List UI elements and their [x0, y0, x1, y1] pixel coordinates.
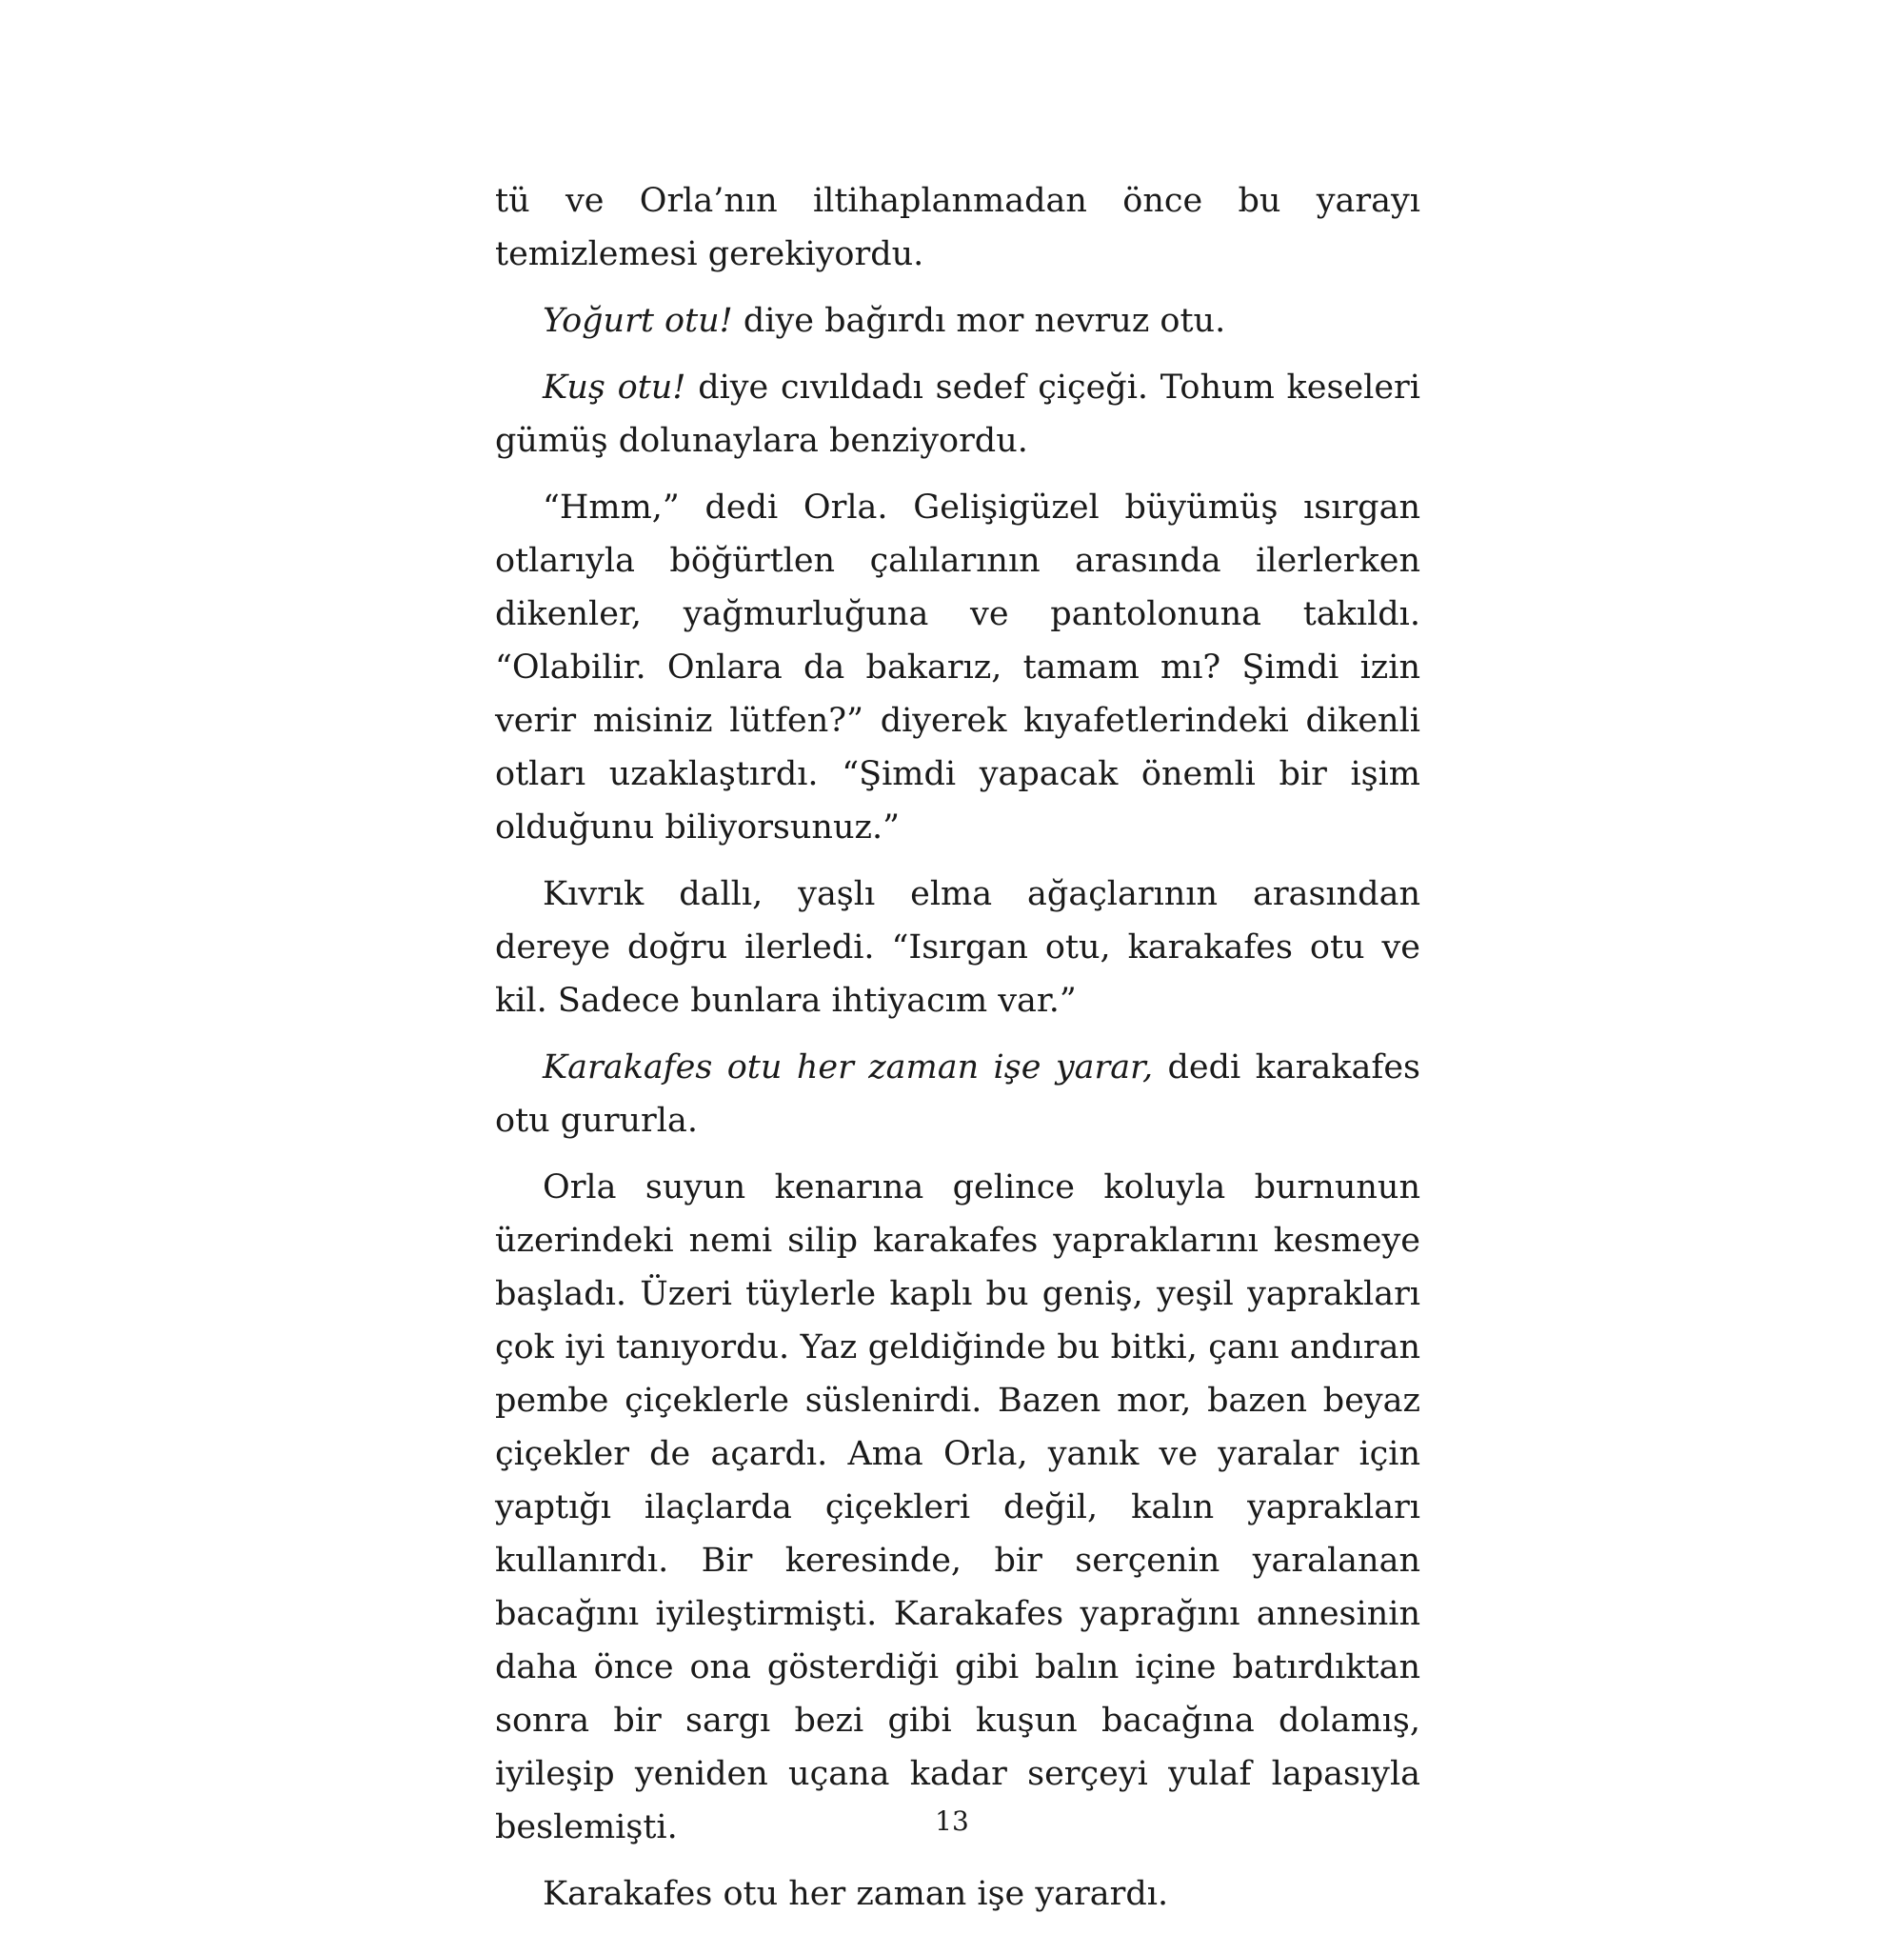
page-number: 13 [935, 1805, 969, 1837]
text-run: dedi karakafes otu gururla. [495, 1048, 1420, 1140]
text-run: Karakafes otu her zaman işe yarardı. [543, 1875, 1169, 1913]
paragraph [495, 1867, 1420, 1921]
paragraph [495, 294, 1420, 348]
paragraph [495, 174, 1420, 281]
text-run: diye bağırdı mor nevruz otu. [732, 302, 1226, 340]
text-run: Kıvrık dallı, yaşlı elma ağaçlarının arasından dereye doğru ilerledi. “Isırgan otu, karakafes otu ve kil. Sadece bunlara ihtiyacım var.” [495, 875, 1420, 1020]
paragraph [495, 867, 1420, 1027]
text-run: tü ve Orla’nın iltihaplanmadan önce bu yarayı temizlemesi gerekiyordu. [495, 182, 1420, 273]
text-run: “Hmm,” dedi Orla. Gelişigüzel büyümüş ısırgan otlarıyla böğürtlen çalılarının arasında ilerlerken dikenler, yağmurluğuna ve pantolonuna takıldı. “Olabilir. Onlara da bakarız, tamam mı? Şimdi izin verir misiniz lütfen?” diyerek kıyafetlerindeki dikenli otları uzaklaştırdı. “Şimdi yapacak önemli bir işim olduğunu biliyorsunuz.” [495, 488, 1420, 847]
italic-run: Yoğurt otu! [543, 302, 733, 340]
paragraph [495, 1161, 1420, 1854]
paragraph [495, 481, 1420, 854]
text-run: diye cıvıldadı sedef çiçeği. Tohum keseleri gümüş dolunaylara benziyordu. [495, 369, 1420, 460]
paragraph [495, 361, 1420, 468]
italic-run: Karakafes otu her zaman işe yarar, [543, 1048, 1154, 1087]
body-text [495, 174, 1420, 1934]
italic-run: Kuş otu! [543, 369, 686, 407]
paragraph [495, 1041, 1420, 1147]
text-run: Orla suyun kenarına gelince koluyla burnunun üzerindeki nemi silip karakafes yapraklarını kesmeye başladı. Üzeri tüylerle kaplı bu geniş, yeşil yaprakları çok iyi tanıyordu. Yaz geldiğinde bu bitki, çanı andıran pembe çiçeklerle süslenirdi. Bazen mor, bazen beyaz çiçekler de açardı. Ama Orla, yanık ve yaralar için yaptığı ilaçlarda çiçekleri değil, kalın yaprakları kullanırdı. Bir keresinde, bir serçenin yaralanan bacağını iyileştirmişti. Karakafes yaprağını annesinin daha önce ona gösterdiği gibi balın içine batırdıktan sonra bir sargı bezi gibi kuşun bacağına dolamış, iyileşip yeniden uçana kadar serçeyi yulaf lapasıyla beslemişti. [495, 1168, 1420, 1846]
